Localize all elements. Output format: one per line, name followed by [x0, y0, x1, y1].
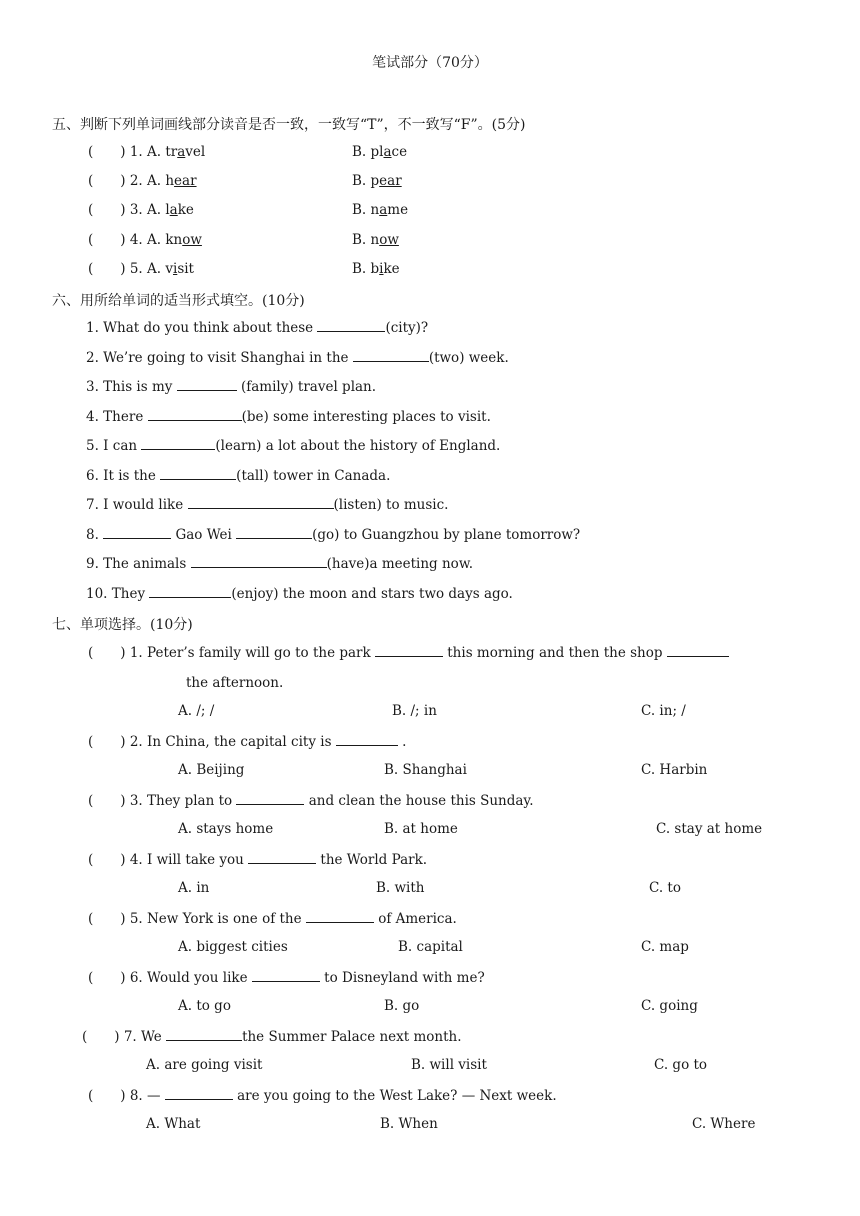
word-part: ke: [177, 202, 194, 218]
s7-item-3-question: [88, 791, 534, 811]
answer-blank[interactable]: [336, 732, 398, 746]
answer-blank[interactable]: [160, 466, 236, 480]
question-text: are you going to the West Lake? — Next week.: [232, 1088, 557, 1104]
s7-item-6-option-c[interactable]: C. going: [641, 998, 698, 1014]
question-text: and clean the house this Sunday.: [304, 793, 534, 809]
s7-item-8-option-a[interactable]: A. What: [146, 1116, 201, 1132]
underlined-part: ear: [174, 173, 197, 189]
question-text: ( ) 7. We: [82, 1029, 167, 1045]
question-text: ( ) 4. I will take you: [88, 852, 249, 868]
question-text: .: [397, 734, 407, 750]
option-label: B.: [352, 144, 367, 160]
word-part: vel: [185, 144, 206, 160]
s7-item-4-option-c[interactable]: C. to: [649, 880, 681, 896]
s5-item-number: ( ) 4. A.: [88, 232, 162, 248]
s7-item-6-option-a[interactable]: A. to go: [178, 998, 231, 1014]
s7-item-6-question: [88, 968, 485, 988]
s5-item-2-left: [88, 171, 197, 191]
answer-blank[interactable]: [149, 584, 231, 598]
s7-item-1-option-c[interactable]: C. in; /: [641, 703, 686, 719]
answer-blank[interactable]: [191, 554, 327, 568]
s7-item-8-question: [88, 1086, 557, 1106]
s5-item-4-right: [352, 230, 399, 250]
underlined-part: ow: [379, 232, 399, 248]
question-text: the Summer Palace next month.: [242, 1029, 462, 1045]
answer-blank[interactable]: [148, 407, 242, 421]
question-text: ( ) 5. New York is one of the: [88, 911, 306, 927]
s5-item-1-right: [352, 142, 407, 162]
question-text: (learn) a lot about the history of England.: [215, 438, 501, 454]
question-text: (have)a meeting now.: [326, 556, 474, 572]
s5-item-4-left: [88, 230, 202, 250]
question-text: (go) to Guangzhou by plane tomorrow?: [312, 527, 581, 543]
question-text: 1. What do you think about these: [86, 320, 318, 336]
s7-item-3-option-c[interactable]: C. stay at home: [656, 821, 763, 837]
question-text: ( ) 3. They plan to: [88, 793, 237, 809]
s5-item-number: ( ) 3. A.: [88, 202, 162, 218]
s7-item-1-option-a[interactable]: A. /; /: [178, 703, 215, 719]
underlined-part: a: [379, 202, 388, 218]
s5-item-5-left: [88, 259, 194, 279]
option-label: B.: [352, 202, 367, 218]
answer-blank[interactable]: [236, 791, 304, 805]
option-label: B.: [352, 261, 367, 277]
word-part: ke: [383, 261, 400, 277]
s7-item-4-option-a[interactable]: A. in: [178, 880, 210, 896]
s5-item-number: ( ) 5. A.: [88, 261, 162, 277]
s7-item-2-option-b[interactable]: B. Shanghai: [384, 762, 467, 778]
s7-item-7-option-a[interactable]: A. are going visit: [146, 1057, 263, 1073]
underlined-part: i: [379, 261, 384, 277]
word-part: me: [387, 202, 409, 218]
underlined-part: i: [172, 261, 178, 277]
answer-blank[interactable]: [188, 495, 334, 509]
s7-item-4-option-b[interactable]: B. with: [376, 880, 425, 896]
s5-item-number: ( ) 2. A.: [88, 173, 162, 189]
word-part: h: [165, 173, 175, 189]
answer-blank[interactable]: [177, 377, 237, 391]
word-part: kn: [165, 232, 183, 248]
s6-item-8: [86, 525, 580, 545]
question-text: ( ) 1. Peter’s family will go to the park: [88, 645, 375, 661]
question-text: 7. I would like: [86, 497, 188, 513]
s6-item-9: [86, 554, 473, 574]
answer-blank[interactable]: [141, 436, 215, 450]
answer-blank[interactable]: [306, 909, 374, 923]
question-text: 3. This is my: [86, 379, 177, 395]
answer-blank[interactable]: [236, 525, 312, 539]
question-text: (city)?: [385, 320, 429, 336]
s7-item-6-option-b[interactable]: B. go: [384, 998, 420, 1014]
s6-item-1: [86, 318, 428, 338]
s6-item-5: [86, 436, 500, 456]
s7-item-3-option-a[interactable]: A. stays home: [178, 821, 274, 837]
s6-item-6: [86, 466, 390, 486]
word-part: n: [370, 232, 380, 248]
s7-item-5-option-a[interactable]: A. biggest cities: [178, 939, 288, 955]
s7-item-2-option-a[interactable]: A. Beijing: [178, 762, 245, 778]
word-part: ce: [391, 144, 408, 160]
s7-item-2-question: [88, 732, 406, 752]
question-text: 4. There: [86, 409, 148, 425]
question-text: 5. I can: [86, 438, 142, 454]
s7-item-7-option-b[interactable]: B. will visit: [411, 1057, 487, 1073]
question-text: ( ) 2. In China, the capital city is: [88, 734, 336, 750]
answer-blank[interactable]: [248, 850, 316, 864]
s7-item-1-option-b[interactable]: B. /; in: [392, 703, 437, 719]
answer-blank[interactable]: [353, 348, 429, 362]
question-text: ( ) 6. Would you like: [88, 970, 252, 986]
s5-item-2-right: [352, 171, 402, 191]
question-text: this morning and then the shop: [442, 645, 667, 661]
word-part: sit: [177, 261, 194, 277]
section-5-heading: 五、判断下列单词画线部分读音是否一致，一致写“T”，不一致写“F”。(5分): [52, 117, 526, 133]
s7-item-5-option-c[interactable]: C. map: [641, 939, 689, 955]
s7-item-7-option-c[interactable]: C. go to: [654, 1057, 708, 1073]
s5-item-3-right: [352, 200, 408, 220]
underlined-part: a: [169, 202, 178, 218]
s7-item-3-option-b[interactable]: B. at home: [384, 821, 458, 837]
answer-blank[interactable]: [165, 1086, 233, 1100]
question-text: 8.: [86, 527, 104, 543]
s5-item-3-left: [88, 200, 194, 220]
underlined-part: ow: [182, 232, 202, 248]
question-text: ( ) 8. —: [88, 1088, 165, 1104]
word-part: b: [370, 261, 380, 277]
question-text: (two) week.: [428, 350, 509, 366]
underlined-part: a: [383, 144, 392, 160]
question-text: of America.: [373, 911, 457, 927]
option-label: B.: [352, 173, 367, 189]
question-text: Gao Wei: [171, 527, 237, 543]
underlined-part: a: [177, 144, 186, 160]
s7-item-5-question: [88, 909, 457, 929]
section-6-heading: 六、用所给单词的适当形式填空。(10分): [52, 293, 305, 309]
option-label: B.: [352, 232, 367, 248]
s7-item-8-option-c[interactable]: C. Where: [692, 1116, 756, 1132]
question-text: (tall) tower in Canada.: [236, 468, 391, 484]
s7-item-1-continuation: the afternoon.: [186, 675, 284, 691]
s7-item-1-question: [88, 643, 729, 663]
s6-item-3: [86, 377, 376, 397]
s5-item-number: ( ) 1. A.: [88, 144, 162, 160]
question-text: (listen) to music.: [333, 497, 449, 513]
question-text: (be) some interesting places to visit.: [241, 409, 491, 425]
s5-item-5-right: [352, 259, 400, 279]
s7-item-5-option-b[interactable]: B. capital: [398, 939, 463, 955]
s7-item-7-question: [82, 1027, 462, 1047]
s7-item-8-option-b[interactable]: B. When: [380, 1116, 438, 1132]
word-part: pl: [370, 144, 384, 160]
s6-item-4: [86, 407, 491, 427]
answer-blank[interactable]: [375, 643, 443, 657]
s7-item-4-question: [88, 850, 427, 870]
word-part: p: [370, 173, 380, 189]
question-text: (family) travel plan.: [236, 379, 377, 395]
word-part: tr: [165, 144, 178, 160]
question-text: to Disneyland with me?: [319, 970, 485, 986]
s7-item-2-option-c[interactable]: C. Harbin: [641, 762, 708, 778]
word-part: l: [165, 202, 170, 218]
question-text: (enjoy) the moon and stars two days ago.: [231, 586, 513, 602]
section-7-heading: 七、单项选择。(10分): [52, 617, 193, 633]
s6-item-10: [86, 584, 513, 604]
page-title: 笔试部分（70分）: [372, 55, 488, 71]
answer-blank[interactable]: [317, 318, 385, 332]
answer-blank[interactable]: [103, 525, 171, 539]
answer-blank[interactable]: [667, 643, 729, 657]
s5-item-1-left: [88, 142, 205, 162]
question-text: the World Park.: [316, 852, 428, 868]
question-text: 6. It is the: [86, 468, 161, 484]
word-part: n: [370, 202, 380, 218]
answer-blank[interactable]: [166, 1027, 242, 1041]
question-text: 2. We’re going to visit Shanghai in the: [86, 350, 353, 366]
underlined-part: ear: [379, 173, 402, 189]
s6-item-2: [86, 348, 509, 368]
question-text: 9. The animals: [86, 556, 191, 572]
s6-item-7: [86, 495, 448, 515]
question-text: 10. They: [86, 586, 150, 602]
word-part: v: [165, 261, 173, 277]
answer-blank[interactable]: [252, 968, 320, 982]
